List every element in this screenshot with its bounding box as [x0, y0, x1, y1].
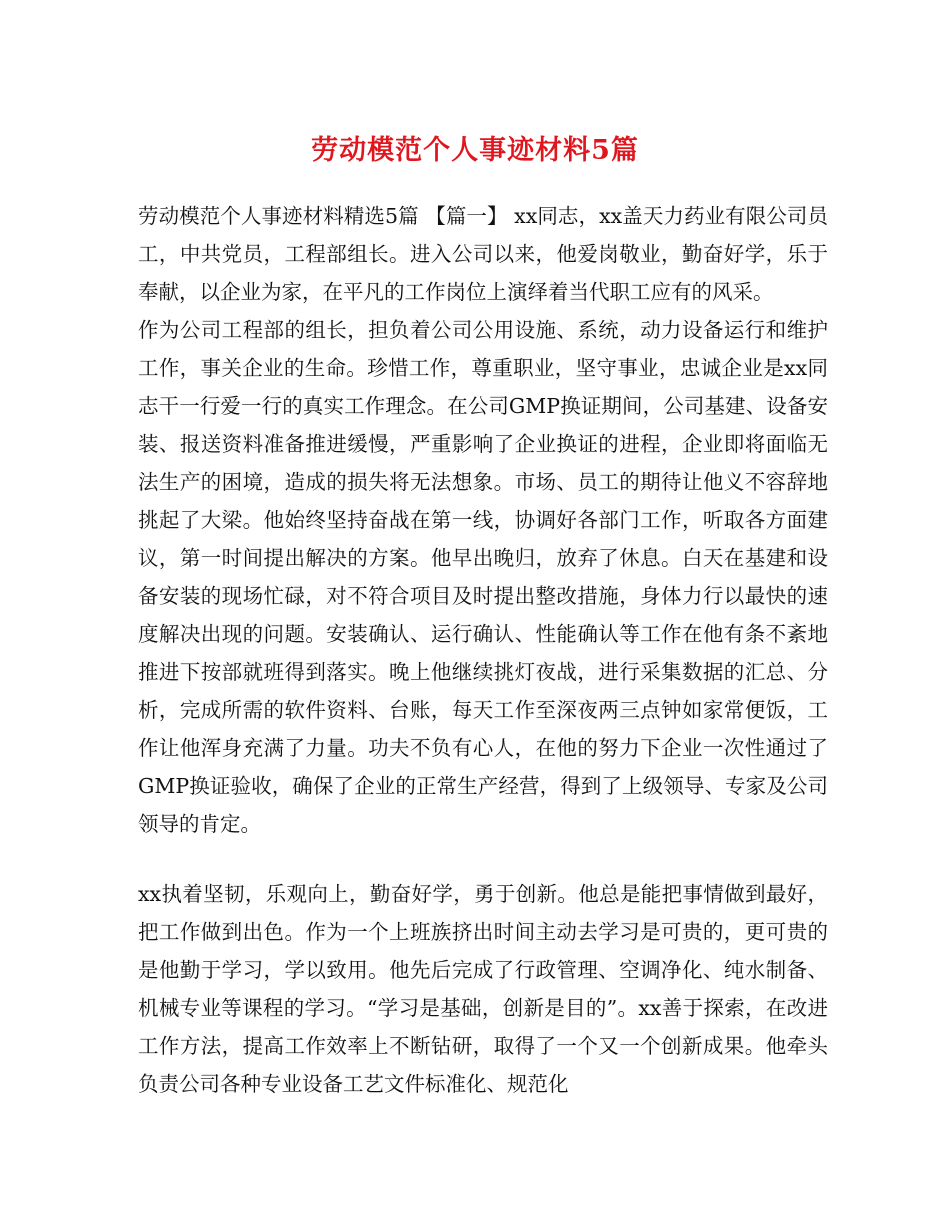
- document-title: 劳动模范个人事迹材料5篇: [311, 135, 639, 166]
- document-body: [138, 197, 828, 1103]
- paragraph-2: 作为公司工程部的组长，担负着公司公用设施、系统，动力设备运行和维护工作，事关企业的生命。珍惜工作，尊重职业，坚守事业，忠诚企业是xx同志干一行爱一行的真实工作理念。在公司GMP换证期间，公司基建、设备安装、报送资料准备推进缓慢，严重影响了企业换证的进程，企业即将面临无法生产的困境，造成的损失将无法想象。市场、员工的期待让他义不容辞地挑起了大梁。他始终坚持奋战在第一线，协调好各部门工作，听取各方面建议，第一时间提出解决的方案。他早出晚归，放弃了休息。白天在基建和设备安装的现场忙碌，对不符合项目及时提出整改措施，身体力行以最快的速度解决出现的问题。安装确认、运行确认、性能确认等工作在他有条不紊地推进下按部就班得到落实。晚上他继续挑灯夜战，进行采集数据的汇总、分析，完成所需的软件资料、台账，每天工作至深夜两三点钟如家常便饭，工作让他浑身充满了力量。功夫不负有心人，在他的努力下企业一次性通过了GMP换证验收，确保了企业的正常生产经营，得到了上级领导、专家及公司领导的肯定。: [138, 318, 828, 836]
- paragraph-1: 劳动模范个人事迹材料精选5篇 【篇一】 xx同志，xx盖天力药业有限公司员工，中共党员，工程部组长。进入公司以来，他爱岗敬业，勤奋好学，乐于奉献，以企业为家，在平凡的工作岗位上演绎着当代职工应有的风采。: [138, 204, 828, 304]
- paragraph-3: xx执着坚韧，乐观向上，勤奋好学，勇于创新。他总是能把事情做到最好，把工作做到出色。作为一个上班族挤出时间主动去学习是可贵的，更可贵的是他勤于学习，学以致用。他先后完成了行政管理、空调净化、纯水制备、机械专业等课程的学习。“学习是基础，创新是目的”。xx善于探索，在改进工作方法，提高工作效率上不断钻研，取得了一个又一个创新成果。他牵头负责公司各种专业设备工艺文件标准化、规范化: [138, 882, 828, 1096]
